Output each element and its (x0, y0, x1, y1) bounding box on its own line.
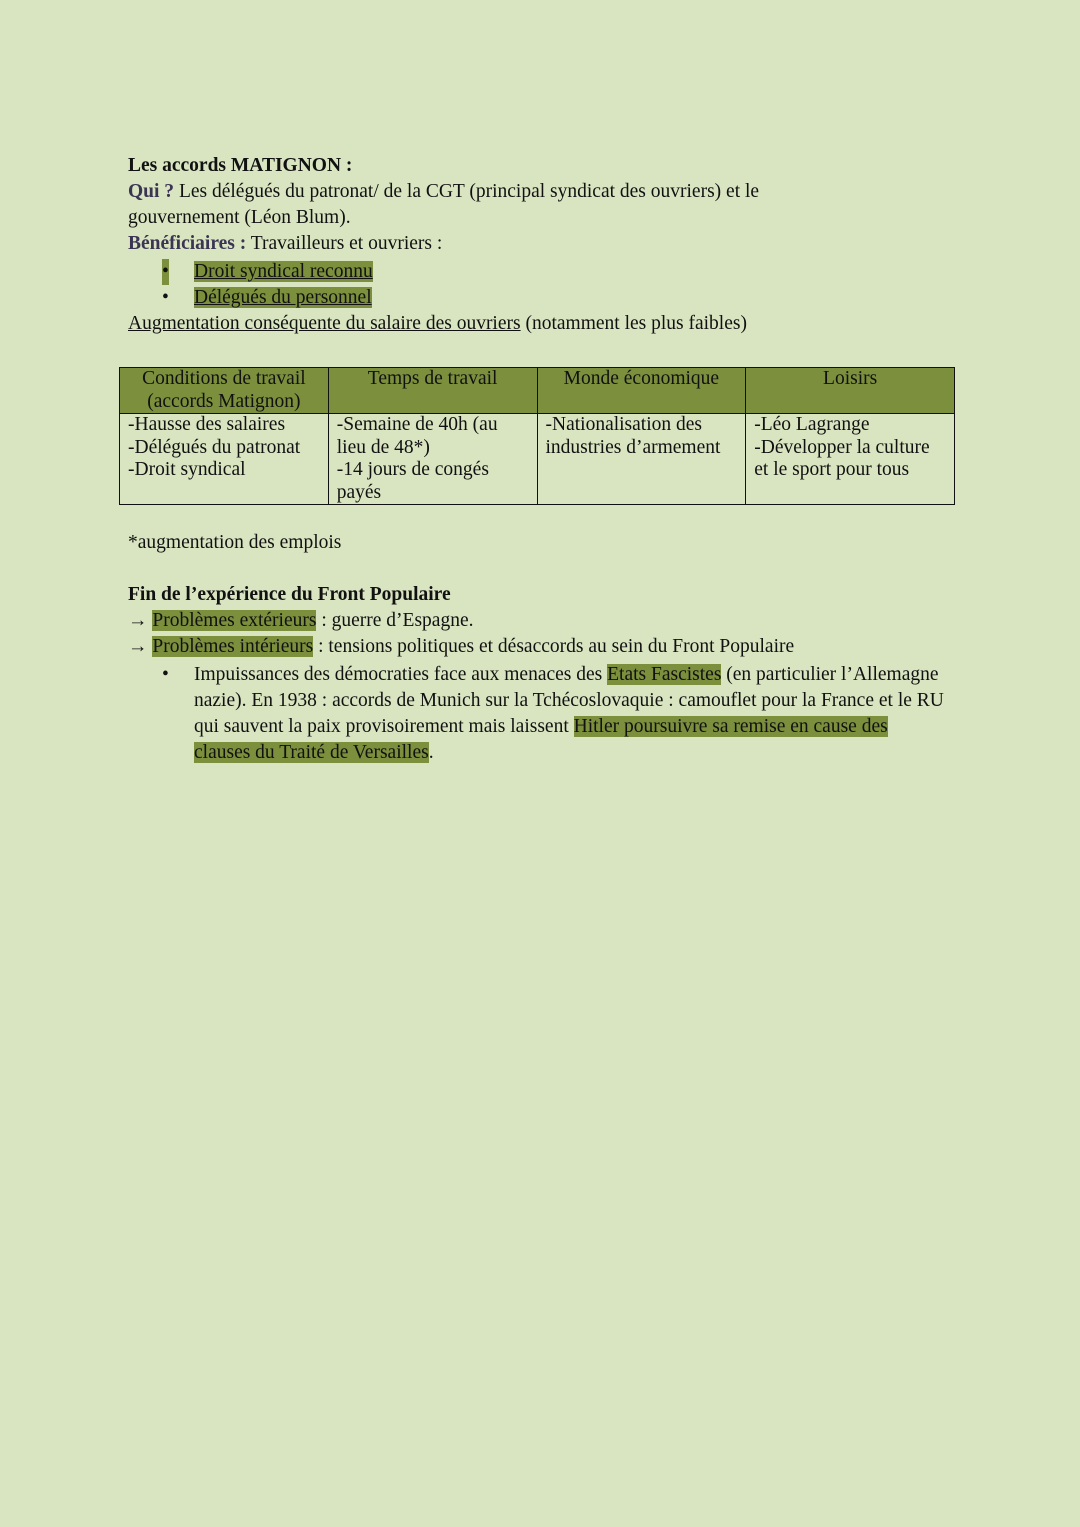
cell-line: -Léo Lagrange (754, 414, 870, 435)
beneficiaires-line (128, 231, 958, 257)
bullet-end: . (428, 742, 434, 763)
list-item (128, 285, 958, 311)
matignon-section (128, 153, 958, 337)
bullet-icon: • (162, 287, 169, 308)
bullet-text-2: (en particulier l’Allemagne nazie). En 1938 : accords de Munich sur la Tchécoslovaquie : camouflet pour la France et le RU qui sauvent la paix provisoirement mais laissent (194, 664, 944, 737)
table-header-cell: Temps de travail (328, 368, 537, 414)
qui-paragraph (128, 179, 848, 231)
reforms-table (119, 367, 955, 505)
arrow-right-icon: → (128, 636, 148, 657)
bullet-icon: • (162, 259, 169, 285)
qui-label: Qui ? (128, 181, 175, 202)
table-header-cell: Conditions de travail (accords Matignon) (120, 368, 329, 414)
cell-line: -Développer la culture et le sport pour tous (754, 436, 930, 480)
matignon-heading: Les accords MATIGNON : (128, 155, 353, 176)
cell-line: -14 jours de congés payés (336, 459, 489, 503)
bullet-icon: • (162, 664, 169, 685)
fin-section (128, 582, 948, 766)
cell-line: -Semaine de 40h (au lieu de 48*) (336, 414, 498, 458)
augmentation-rest: (notamment les plus faibles) (520, 313, 747, 334)
fin-heading: Fin de l’expérience du Front Populaire (128, 584, 451, 605)
bullet-text-1: Impuissances des démocraties face aux menaces des (194, 664, 608, 685)
beneficiaires-label: Bénéficiaires : (128, 233, 247, 254)
table-cell (537, 414, 746, 505)
exterieurs-text: : guerre d’Espagne. (316, 610, 474, 631)
cell-line: -Délégués du patronat (128, 436, 301, 458)
table-cell (120, 414, 329, 505)
beneficiaires-text: Travailleurs et ouvriers : (246, 233, 443, 254)
exterieurs-label: Problèmes extérieurs (152, 610, 317, 631)
bullet-text: Délégués du personnel (194, 287, 372, 308)
footnote (128, 530, 958, 556)
bullet-text: Droit syndical reconnu (194, 261, 373, 282)
augmentation-underlined: Augmentation conséquente du salaire des ouvriers (128, 313, 521, 334)
cell-line: -Nationalisation des industries d’armement (545, 414, 721, 458)
table-header-cell: Monde économique (537, 368, 746, 414)
exterieurs-line (128, 608, 948, 634)
interieurs-text: : tensions politiques et désaccords au sein du Front Populaire (313, 636, 795, 657)
highlight-etats-fascistes: Etats Fascistes (607, 664, 722, 685)
interieurs-line (128, 634, 948, 660)
interieurs-label: Problèmes intérieurs (152, 636, 314, 657)
table-cell (328, 414, 537, 505)
arrow-right-icon: → (128, 610, 148, 631)
list-item (128, 259, 958, 285)
table-header-row (120, 368, 955, 414)
table-row (120, 414, 955, 505)
cell-line: -Hausse des salaires (128, 414, 286, 435)
table-header-cell: Loisirs (746, 368, 955, 414)
highlight-hitler: Hitler poursuivre sa remise en cause des clauses du Traité de Versailles (194, 716, 888, 763)
list-item (128, 662, 948, 766)
table-cell (746, 414, 955, 505)
qui-text: Les délégués du patronat/ de la CGT (principal syndicat des ouvriers) et le gouvernement (Léon Blum). (128, 181, 760, 228)
augmentation-line (128, 311, 958, 337)
cell-line: -Droit syndical (128, 459, 246, 480)
footnote-text: *augmentation des emplois (128, 532, 342, 553)
